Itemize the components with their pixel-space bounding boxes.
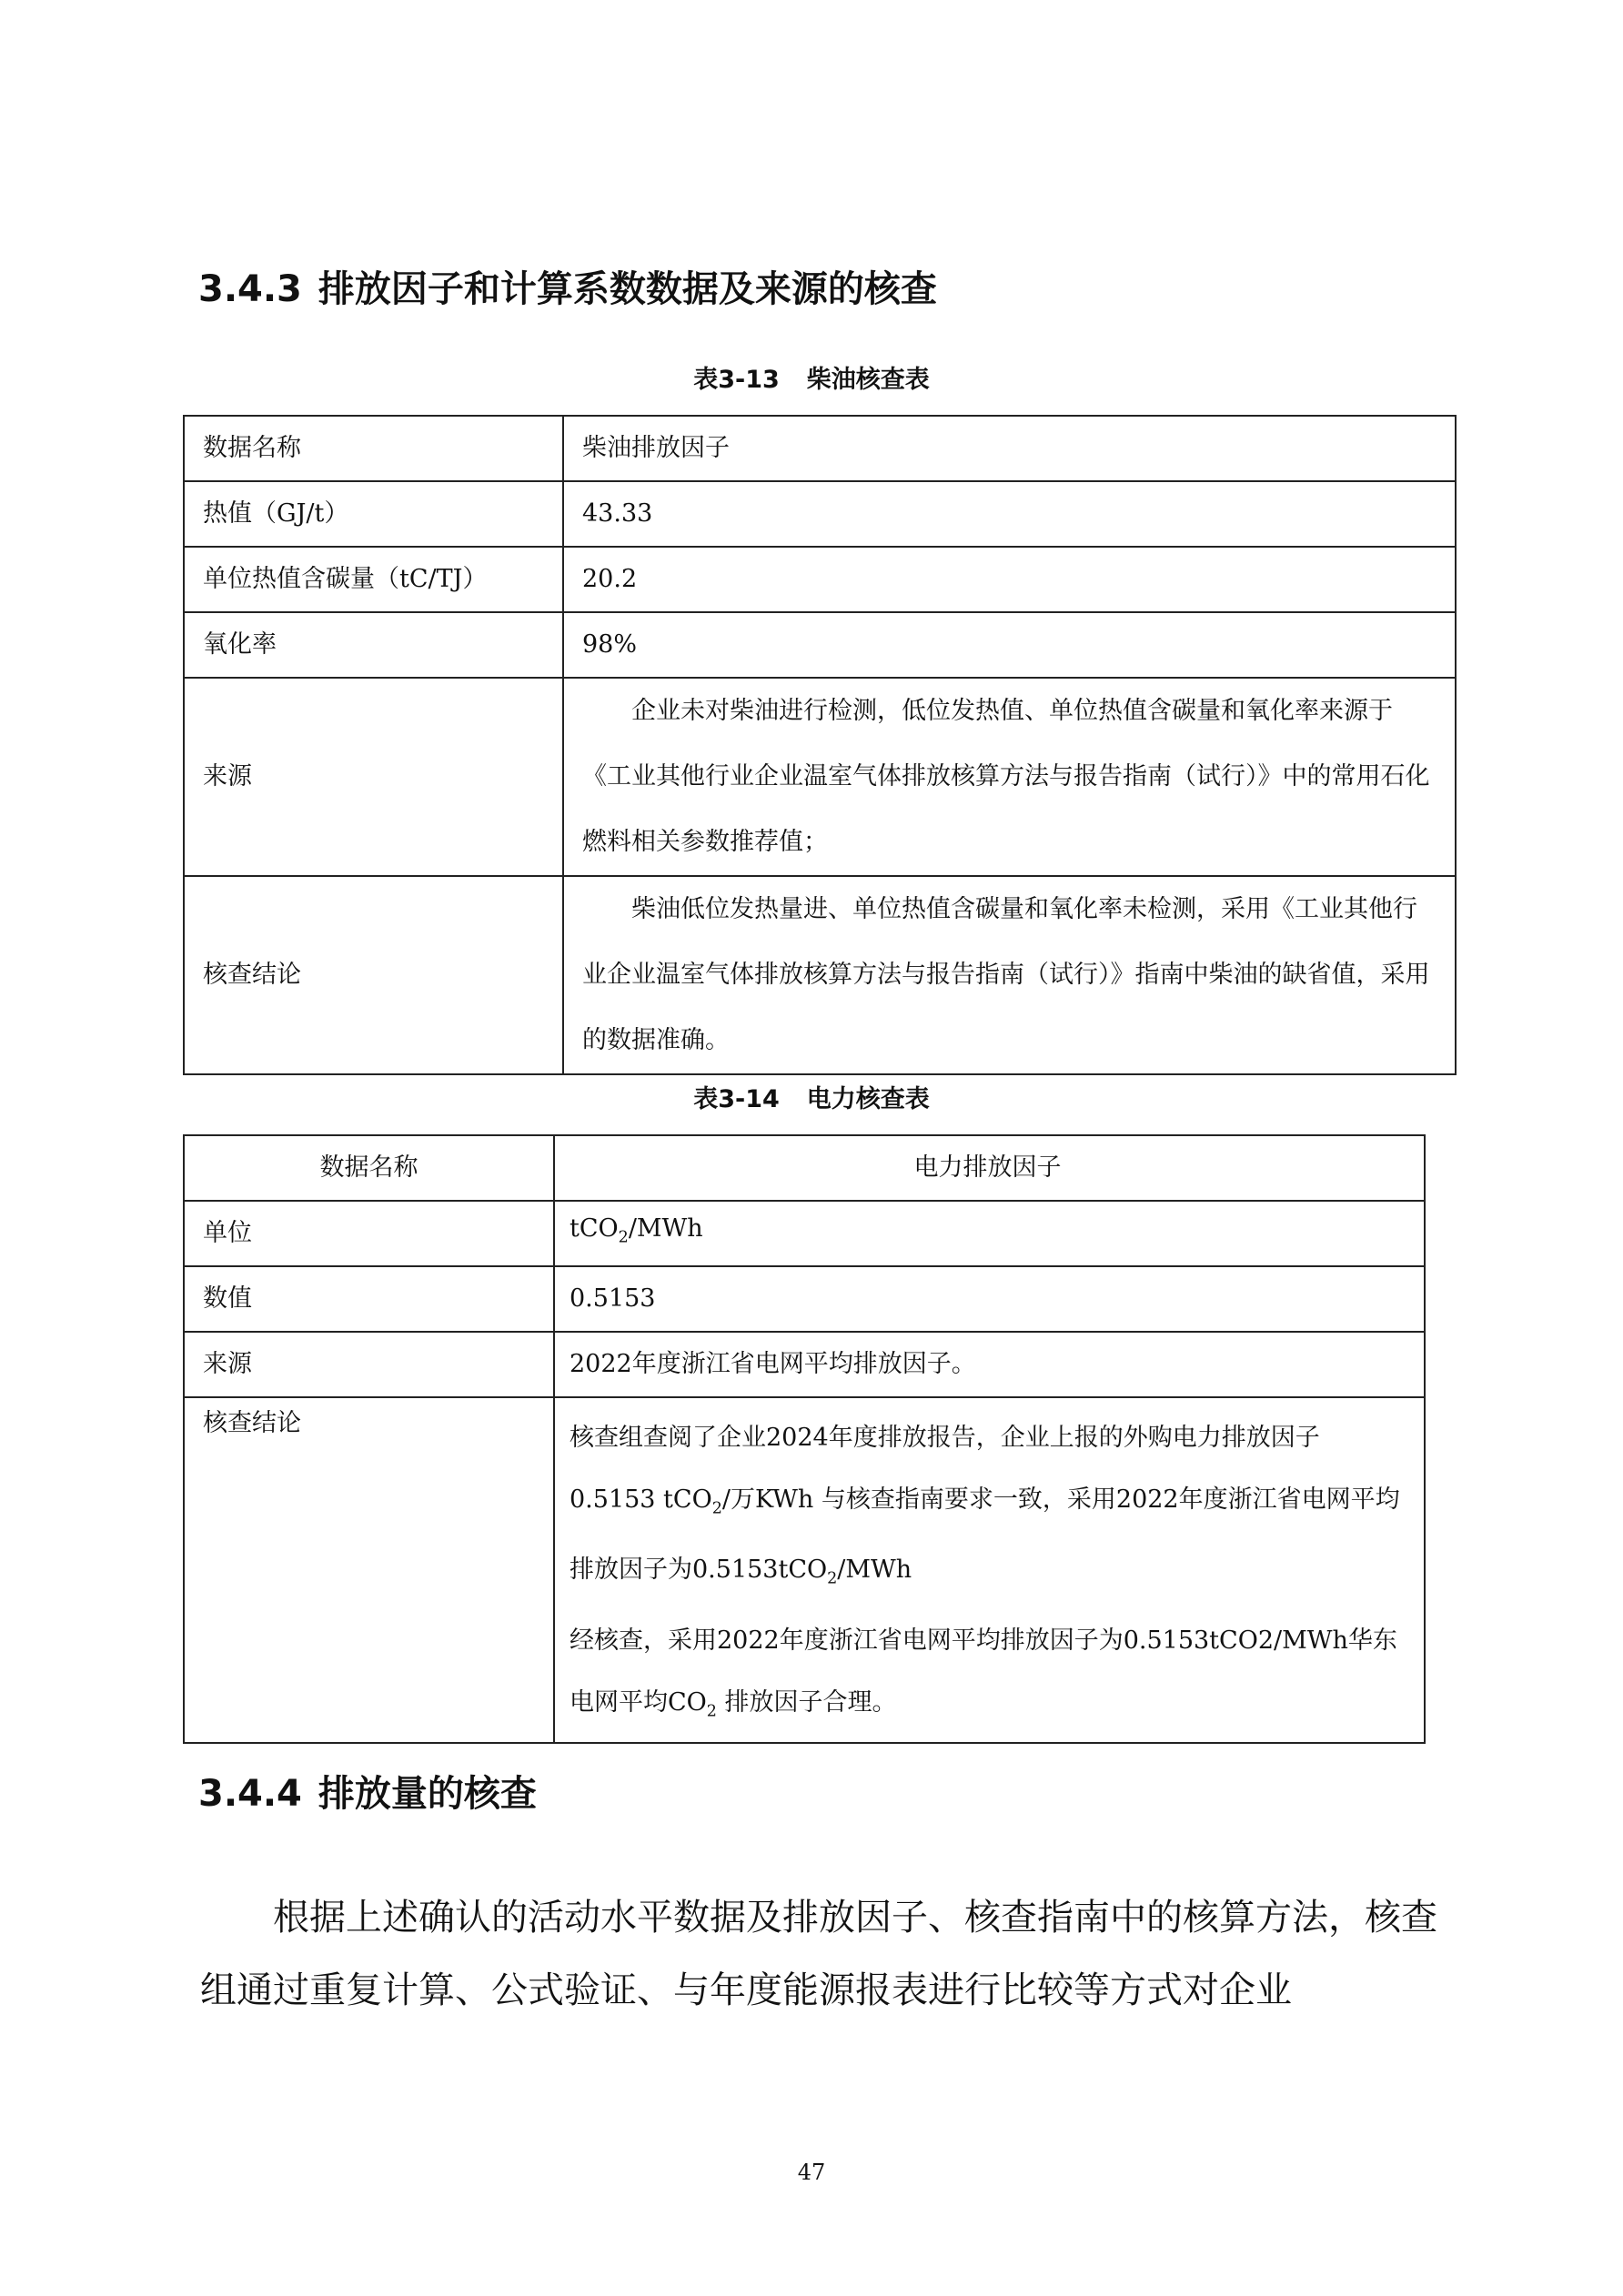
row-label: 数值	[184, 1266, 554, 1332]
header-value: 电力排放因子	[554, 1135, 1425, 1201]
body-paragraph: 根据上述确认的活动水平数据及排放因子、核查指南中的核算方法，核查组通过重复计算、公式验证、与年度能源报表进行比较等方式对企业	[200, 1897, 1437, 2011]
row-label: 核查结论	[184, 876, 563, 1074]
table-row	[184, 1266, 1425, 1332]
row-label: 氧化率	[184, 612, 563, 678]
row-value: 0.5153	[554, 1266, 1425, 1332]
table-row	[184, 1332, 1425, 1397]
row-value: 43.33	[563, 481, 1456, 547]
table-row	[184, 1201, 1425, 1266]
table-row	[184, 416, 1456, 481]
row-value	[554, 1397, 1425, 1743]
electricity-check-table	[183, 1134, 1426, 1744]
conclusion-paragraph-1: 核查组查阅了企业2024年度排放报告，企业上报的外购电力排放因子0.5153 tCO$_2$/万KWh 与核查指南要求一致，采用2022年度浙江省电网平均排放因子为0.5153tCO$_2$/MWh	[570, 1424, 1400, 1588]
row-label: 来源	[184, 678, 563, 876]
table-caption-3-13	[0, 362, 1623, 398]
table-row	[184, 481, 1456, 547]
row-value: 柴油低位发热量进、单位热值含碳量和氧化率未检测，采用《工业其他行业企业温室气体排放核算方法与报告指南（试行）》指南中柴油的缺省值，采用的数据准确。	[563, 876, 1456, 1074]
row-value: 20.2	[563, 547, 1456, 612]
table-row	[184, 1397, 1425, 1743]
table-row	[184, 547, 1456, 612]
table-header-row	[184, 1135, 1425, 1201]
section-number: 3.4.3	[198, 268, 302, 310]
row-value: 企业未对柴油进行检测，低位发热值、单位热值含碳量和氧化率来源于《工业其他行业企业温室气体排放核算方法与报告指南（试行）》中的常用石化燃料相关参数推荐值；	[563, 678, 1456, 876]
section-heading-3-4-4	[198, 1768, 537, 1819]
caption-number: 表3-14	[693, 1085, 780, 1113]
row-label: 热值（GJ/t）	[184, 481, 563, 547]
section-number: 3.4.4	[198, 1773, 302, 1815]
section-title: 排放因子和计算系数数据及来源的核查	[318, 268, 937, 310]
page-number: 47	[797, 2160, 826, 2185]
row-label: 单位热值含碳量（tC/TJ）	[184, 547, 563, 612]
row-label: 单位	[184, 1201, 554, 1266]
row-value: 柴油排放因子	[563, 416, 1456, 481]
header-label: 数据名称	[184, 1135, 554, 1201]
row-value: tCO$_2$/MWh	[554, 1201, 1425, 1266]
section-heading-3-4-3	[198, 264, 937, 315]
section-title: 排放量的核查	[318, 1773, 537, 1815]
table-row	[184, 876, 1456, 1074]
row-label: 核查结论	[184, 1397, 554, 1743]
table-caption-3-14	[0, 1082, 1623, 1118]
row-label: 来源	[184, 1332, 554, 1397]
row-label: 数据名称	[184, 416, 563, 481]
diesel-check-table	[183, 415, 1457, 1075]
caption-number: 表3-13	[693, 366, 780, 394]
conclusion-paragraph-2: 经核查，采用2022年度浙江省电网平均排放因子为0.5153tCO2/MWh华东电网平均$CO_2$ 排放因子合理。	[570, 1626, 1397, 1721]
row-value: 98%	[563, 612, 1456, 678]
table-row	[184, 678, 1456, 876]
table-row	[184, 612, 1456, 678]
row-value: 2022年度浙江省电网平均排放因子。	[554, 1332, 1425, 1397]
caption-title: 电力核查表	[806, 1085, 930, 1113]
caption-title: 柴油核查表	[806, 366, 930, 394]
